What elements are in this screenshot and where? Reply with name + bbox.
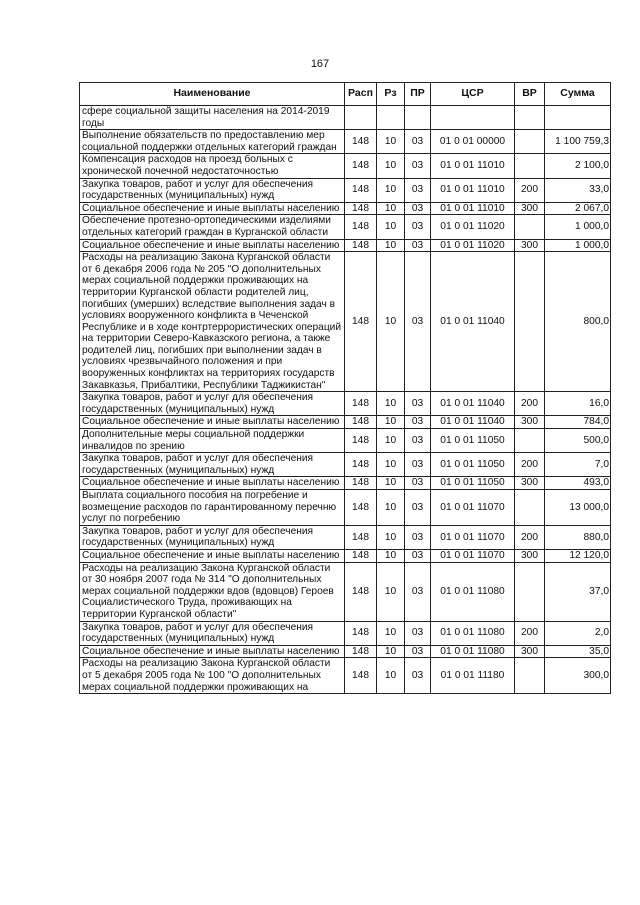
row-vr: 300 [515, 239, 545, 252]
row-pr: 03 [405, 525, 431, 549]
row-vr [515, 562, 545, 621]
row-rasp: 148 [345, 645, 377, 658]
row-name: Социальное обеспечение и иные выплаты населению [80, 549, 345, 562]
table-row [80, 549, 611, 562]
row-rz: 10 [377, 477, 405, 490]
table-row [80, 154, 611, 178]
table-row [80, 178, 611, 202]
row-csr: 01 0 01 11040 [431, 392, 515, 416]
table-row [80, 416, 611, 429]
row-pr: 03 [405, 215, 431, 239]
row-sum: 1 000,0 [545, 215, 611, 239]
row-pr: 03 [405, 252, 431, 392]
row-name: Обеспечение протезно-ортопедическими изделиями отдельных категорий граждан в Курганской области [80, 215, 345, 239]
row-rz: 10 [377, 549, 405, 562]
table-row [80, 130, 611, 154]
row-sum: 16,0 [545, 392, 611, 416]
table-row [80, 202, 611, 215]
row-csr: 01 0 01 00000 [431, 130, 515, 154]
row-pr: 03 [405, 130, 431, 154]
row-name: сфере социальной защиты населения на 2014-2019 годы [80, 106, 345, 130]
row-pr: 03 [405, 154, 431, 178]
row-pr: 03 [405, 416, 431, 429]
row-csr: 01 0 01 11070 [431, 525, 515, 549]
row-rasp: 148 [345, 490, 377, 526]
table-row [80, 429, 611, 453]
row-rz: 10 [377, 416, 405, 429]
row-sum: 2,0 [545, 621, 611, 645]
row-rasp: 148 [345, 202, 377, 215]
table-row [80, 477, 611, 490]
row-rz: 10 [377, 658, 405, 694]
header-rz: Рз [377, 83, 405, 106]
row-sum: 13 000,0 [545, 490, 611, 526]
row-rasp: 148 [345, 477, 377, 490]
row-vr: 300 [515, 645, 545, 658]
row-sum: 12 120,0 [545, 549, 611, 562]
row-pr: 03 [405, 453, 431, 477]
row-name: Социальное обеспечение и иные выплаты населению [80, 416, 345, 429]
table-row [80, 658, 611, 694]
row-csr: 01 0 01 11040 [431, 416, 515, 429]
row-rz: 10 [377, 392, 405, 416]
row-name: Закупка товаров, работ и услуг для обеспечения государственных (муниципальных) нужд [80, 392, 345, 416]
row-vr: 200 [515, 392, 545, 416]
row-csr: 01 0 01 11180 [431, 658, 515, 694]
row-csr: 01 0 01 11070 [431, 490, 515, 526]
row-sum: 35,0 [545, 645, 611, 658]
row-csr: 01 0 01 11050 [431, 477, 515, 490]
row-vr [515, 252, 545, 392]
row-name: Дополнительные меры социальной поддержки инвалидов по зрению [80, 429, 345, 453]
row-name: Закупка товаров, работ и услуг для обеспечения государственных (муниципальных) нужд [80, 178, 345, 202]
table-row [80, 252, 611, 392]
row-rz: 10 [377, 429, 405, 453]
row-pr: 03 [405, 239, 431, 252]
row-csr: 01 0 01 11020 [431, 239, 515, 252]
row-rz: 10 [377, 453, 405, 477]
row-csr: 01 0 01 11080 [431, 562, 515, 621]
row-sum: 33,0 [545, 178, 611, 202]
row-pr: 03 [405, 645, 431, 658]
row-pr: 03 [405, 490, 431, 526]
table-row [80, 106, 611, 130]
row-csr: 01 0 01 11080 [431, 645, 515, 658]
row-sum: 784,0 [545, 416, 611, 429]
row-sum: 300,0 [545, 658, 611, 694]
row-csr: 01 0 01 11010 [431, 154, 515, 178]
row-pr: 03 [405, 549, 431, 562]
row-name: Выплата социального пособия на погребение и возмещение расходов по гарантированному перечню услуг по погребению [80, 490, 345, 526]
row-rz: 10 [377, 621, 405, 645]
table-row [80, 490, 611, 526]
row-name: Компенсация расходов на проезд больных с хронической почечной недостаточностью [80, 154, 345, 178]
row-vr [515, 106, 545, 130]
row-vr [515, 429, 545, 453]
row-rz: 10 [377, 490, 405, 526]
row-vr: 200 [515, 525, 545, 549]
row-rz: 10 [377, 252, 405, 392]
budget-table [79, 82, 611, 694]
row-vr: 300 [515, 477, 545, 490]
row-sum: 7,0 [545, 453, 611, 477]
row-rz: 10 [377, 562, 405, 621]
row-rasp: 148 [345, 525, 377, 549]
row-pr: 03 [405, 178, 431, 202]
row-rasp: 148 [345, 252, 377, 392]
row-sum: 500,0 [545, 429, 611, 453]
row-vr [515, 490, 545, 526]
table-row [80, 621, 611, 645]
row-pr [405, 106, 431, 130]
row-rz: 10 [377, 130, 405, 154]
header-name: Наименование [80, 83, 345, 106]
header-rasp: Расп [345, 83, 377, 106]
header-csr: ЦСР [431, 83, 515, 106]
row-vr [515, 130, 545, 154]
table-row [80, 562, 611, 621]
row-csr: 01 0 01 11010 [431, 178, 515, 202]
row-csr: 01 0 01 11010 [431, 202, 515, 215]
row-vr: 200 [515, 621, 545, 645]
row-name: Расходы на реализацию Закона Курганской области от 5 декабря 2005 года № 100 "О дополнительных мерах социальной поддержки проживающих на [80, 658, 345, 694]
row-sum: 800,0 [545, 252, 611, 392]
row-sum [545, 106, 611, 130]
row-rz: 10 [377, 178, 405, 202]
row-pr: 03 [405, 202, 431, 215]
header-vr: ВР [515, 83, 545, 106]
row-csr: 01 0 01 11050 [431, 453, 515, 477]
row-rz: 10 [377, 154, 405, 178]
row-sum: 880,0 [545, 525, 611, 549]
header-sum: Сумма [545, 83, 611, 106]
row-csr [431, 106, 515, 130]
row-vr [515, 154, 545, 178]
row-pr: 03 [405, 621, 431, 645]
row-rasp: 148 [345, 562, 377, 621]
row-rasp: 148 [345, 416, 377, 429]
row-vr: 200 [515, 453, 545, 477]
row-pr: 03 [405, 562, 431, 621]
row-vr: 200 [515, 178, 545, 202]
row-rasp: 148 [345, 154, 377, 178]
row-rasp: 148 [345, 239, 377, 252]
page-number: 167 [310, 58, 330, 70]
row-name: Закупка товаров, работ и услуг для обеспечения государственных (муниципальных) нужд [80, 621, 345, 645]
row-csr: 01 0 01 11070 [431, 549, 515, 562]
row-vr: 300 [515, 416, 545, 429]
row-name: Закупка товаров, работ и услуг для обеспечения государственных (муниципальных) нужд [80, 525, 345, 549]
row-pr: 03 [405, 477, 431, 490]
row-name: Расходы на реализацию Закона Курганской области от 6 декабря 2006 года № 205 "О дополнительных мерах социальной поддержки проживающих на территории Курганской области родителей лиц, погибших (умерших) вследствие выполнения задач в условиях вооруженного конфликта в Чеченской Республике и в ходе контртеррористических операций на территории Северо-Кавказского региона, а также родителей лиц, погибших при выполнении задач в условиях чрезвычайного положения и при вооруженных конфликтах на территориях государств Закавказья, Прибалтики, Республики Таджикистан" [80, 252, 345, 392]
header-pr: ПР [405, 83, 431, 106]
table-row [80, 645, 611, 658]
row-rasp: 148 [345, 429, 377, 453]
row-rz: 10 [377, 202, 405, 215]
table-row [80, 239, 611, 252]
row-vr [515, 658, 545, 694]
row-name: Социальное обеспечение и иные выплаты населению [80, 645, 345, 658]
row-csr: 01 0 01 11020 [431, 215, 515, 239]
row-name: Социальное обеспечение и иные выплаты населению [80, 202, 345, 215]
row-sum: 1 000,0 [545, 239, 611, 252]
row-rz: 10 [377, 239, 405, 252]
table-row [80, 215, 611, 239]
row-sum: 493,0 [545, 477, 611, 490]
row-csr: 01 0 01 11040 [431, 252, 515, 392]
row-rasp [345, 106, 377, 130]
row-sum: 1 100 759,3 [545, 130, 611, 154]
row-sum: 2 067,0 [545, 202, 611, 215]
row-rasp: 148 [345, 453, 377, 477]
row-rz [377, 106, 405, 130]
row-rz: 10 [377, 645, 405, 658]
row-csr: 01 0 01 11080 [431, 621, 515, 645]
row-name: Расходы на реализацию Закона Курганской области от 30 ноября 2007 года № 314 "О дополнительных мерах социальной поддержки вдов (вдовцов) Героев Социалистического Труда, проживающих на территории Курганской области" [80, 562, 345, 621]
row-rz: 10 [377, 525, 405, 549]
row-vr: 300 [515, 202, 545, 215]
row-name: Выполнение обязательств по предоставлению мер социальной поддержки отдельных категорий граждан [80, 130, 345, 154]
row-name: Социальное обеспечение и иные выплаты населению [80, 477, 345, 490]
row-csr: 01 0 01 11050 [431, 429, 515, 453]
row-sum: 37,0 [545, 562, 611, 621]
row-name: Социальное обеспечение и иные выплаты населению [80, 239, 345, 252]
row-vr [515, 215, 545, 239]
row-pr: 03 [405, 429, 431, 453]
row-rasp: 148 [345, 178, 377, 202]
row-rasp: 148 [345, 130, 377, 154]
row-rasp: 148 [345, 658, 377, 694]
row-rasp: 148 [345, 621, 377, 645]
table-header-row [80, 83, 611, 106]
row-rz: 10 [377, 215, 405, 239]
table-row [80, 392, 611, 416]
row-name: Закупка товаров, работ и услуг для обеспечения государственных (муниципальных) нужд [80, 453, 345, 477]
row-vr: 300 [515, 549, 545, 562]
row-pr: 03 [405, 658, 431, 694]
row-rasp: 148 [345, 392, 377, 416]
table-row [80, 453, 611, 477]
row-pr: 03 [405, 392, 431, 416]
row-sum: 2 100,0 [545, 154, 611, 178]
row-rasp: 148 [345, 549, 377, 562]
table-row [80, 525, 611, 549]
row-rasp: 148 [345, 215, 377, 239]
